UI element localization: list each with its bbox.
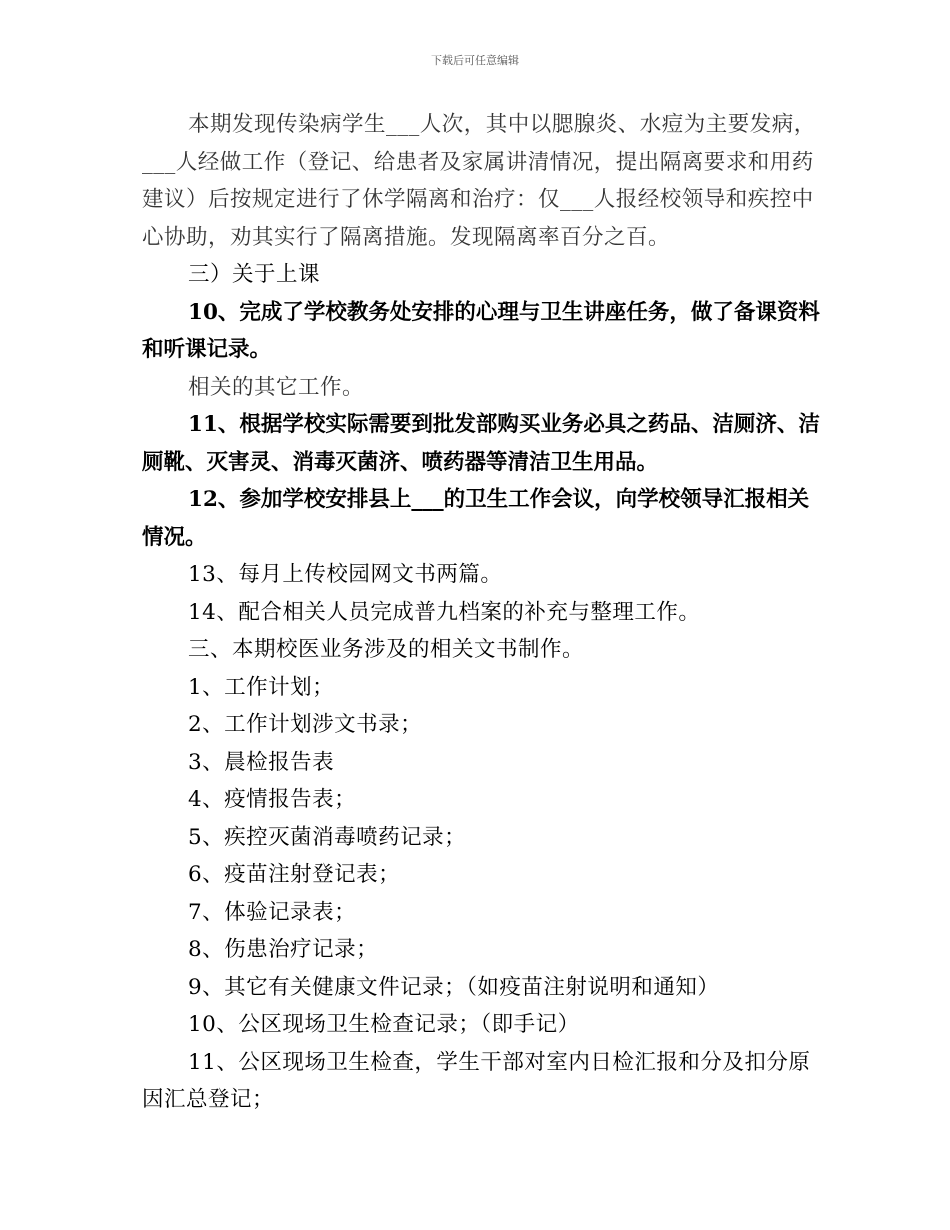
paragraph-item-12-meeting: 12、参加学校安排县上___的卫生工作会议，向学校领导汇报相关情况。 — [142, 487, 810, 550]
list-item-2: 2、工作计划涉文书录； — [188, 712, 423, 737]
page-header: 下载后可任意编辑 — [431, 54, 519, 67]
section-heading-classes: 三）关于上课 — [188, 262, 321, 287]
paragraph-item-10-lectures: 10、完成了学校教务处安排的心理与卫生讲座任务，做了备课资料和听课记录。 — [142, 299, 820, 362]
paragraph-item-14-archive: 14、配合相关人员完成普九档案的补充与整理工作。 — [188, 599, 701, 625]
list-item-4: 4、疫情报告表； — [188, 787, 357, 812]
paragraph-infectious-disease: 本期发现传染病学生___人次，其中以腮腺炎、水痘为主要发病，___人经做工作（登记、给患者及家属讲清情况，提出隔离要求和用药建议）后按规定进行了休学隔离和治疗：仅___人报经校领导和疾控中心协助，劝其实行了隔离措施。发现隔离率百分之百。 — [142, 112, 816, 250]
list-item-1: 1、工作计划； — [188, 674, 335, 700]
list-item-11: 11、公区现场卫生检查，学生干部对室内日检汇报和分及扣分原因汇总登记； — [142, 1049, 811, 1112]
document-body — [142, 106, 822, 1119]
list-item-3: 3、晨检报告表 — [188, 749, 335, 775]
list-item-5: 5、疾控灭菌消毒喷药记录； — [188, 824, 467, 850]
list-item-7: 7、体验记录表； — [188, 899, 357, 925]
paragraph-item-13-upload: 13、每月上传校园网文书两篇。 — [188, 562, 503, 587]
subheading-other-work: 相关的其它工作。 — [188, 374, 365, 400]
list-item-10: 10、公区现场卫生检查记录；（即手记） — [188, 1012, 580, 1037]
list-item-6: 6、疫苗注射登记表； — [188, 862, 401, 887]
list-item-8: 8、伤患治疗记录； — [188, 937, 379, 962]
paragraph-item-11-supplies: 11、根据学校实际需要到批发部购买业务必具之药品、洁厕济、洁厕靴、灭害灵、消毒灭菌济、喷药器等清洁卫生用品。 — [142, 412, 820, 475]
list-item-9: 9、其它有关健康文件记录；（如疫苗注射说明和通知） — [188, 974, 720, 1000]
section-heading-documents: 三、本期校医业务涉及的相关文书制作。 — [188, 637, 585, 662]
